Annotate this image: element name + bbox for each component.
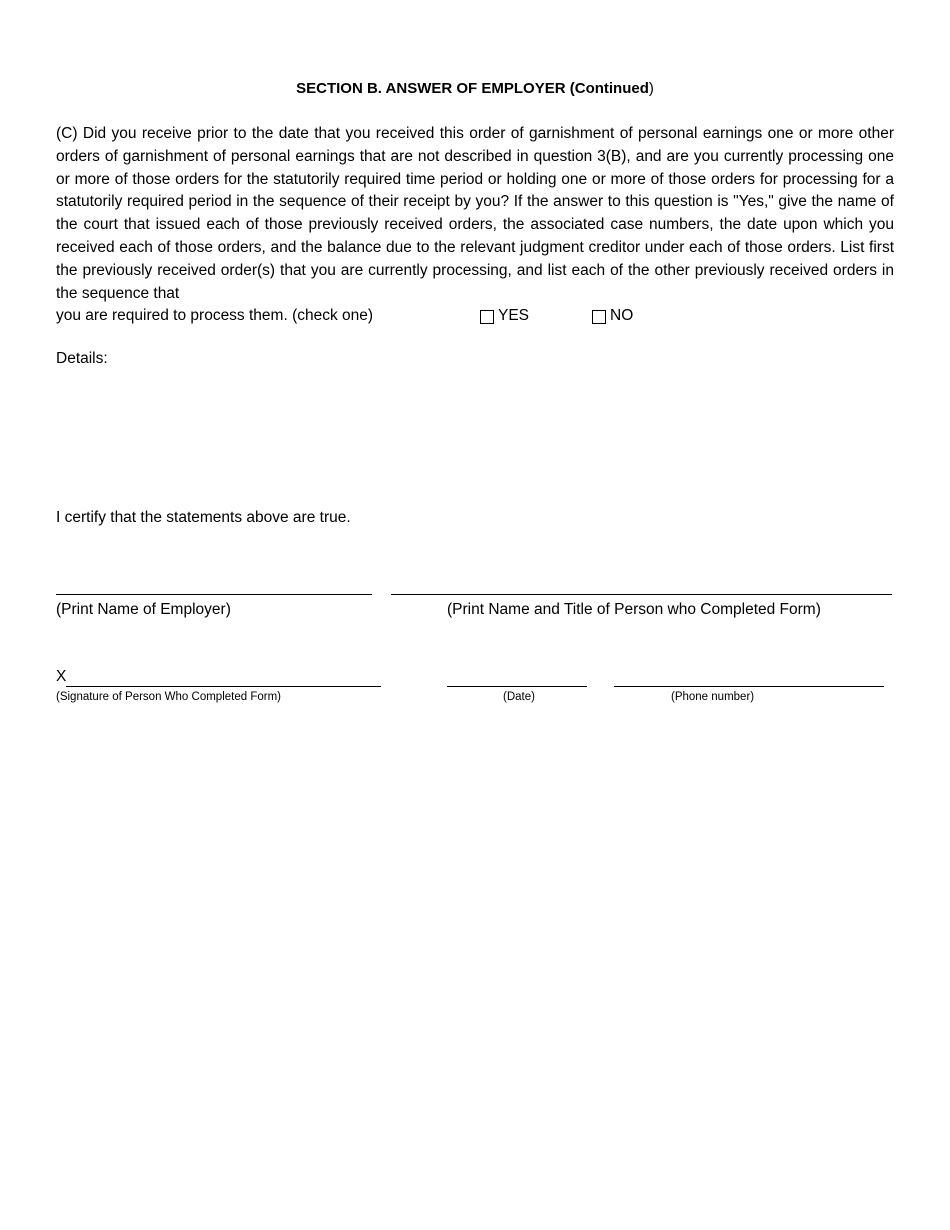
signature-line[interactable] bbox=[66, 686, 381, 687]
section-title-paren: ) bbox=[648, 80, 654, 97]
no-option[interactable] bbox=[592, 305, 633, 328]
certify-statement: I certify that the statements above are true. bbox=[56, 509, 351, 526]
phone-line[interactable] bbox=[614, 686, 884, 687]
yes-label: YES bbox=[498, 307, 530, 324]
no-checkbox[interactable] bbox=[592, 310, 606, 324]
yes-checkbox[interactable] bbox=[480, 310, 494, 324]
employer-name-line[interactable] bbox=[56, 594, 372, 595]
details-label: Details: bbox=[56, 350, 108, 367]
phone-label: (Phone number) bbox=[671, 691, 755, 703]
question-c-text: (C) Did you receive prior to the date that you received this order of garnishment of personal earnings one or more other orders of garnishment of personal earnings that are not described in question 3(B), and are you currently processing one or more of those orders for the statutorily required time period or holding one or more of those orders for processing for a statutorily required period in the sequence of their receipt by you? If the answer to this question is "Yes," give the name of the court that issued each of those previously received orders, the associated case numbers, the date upon which you received each of those orders, and the balance due to the relevant judgment creditor under each of those orders. List first the previously received order(s) that you are currently processing, and list each of the other previously received orders in the sequence that bbox=[56, 125, 894, 302]
section-title bbox=[0, 80, 950, 97]
date-line[interactable] bbox=[447, 686, 587, 687]
employer-name-label: (Print Name of Employer) bbox=[56, 601, 231, 618]
date-label: (Date) bbox=[503, 691, 535, 703]
person-name-title-line[interactable] bbox=[391, 594, 892, 595]
yes-option[interactable] bbox=[480, 305, 529, 328]
question-c-last-line bbox=[56, 305, 894, 328]
signature-label: (Signature of Person Who Completed Form) bbox=[56, 691, 281, 703]
no-label: NO bbox=[610, 307, 634, 324]
signature-x-mark: X bbox=[56, 668, 67, 685]
question-c-last-line-text: you are required to process them. (check one) bbox=[56, 307, 374, 324]
section-title-text: SECTION B. ANSWER OF EMPLOYER (Continued bbox=[296, 80, 649, 97]
person-name-title-label: (Print Name and Title of Person who Completed Form) bbox=[447, 601, 821, 618]
